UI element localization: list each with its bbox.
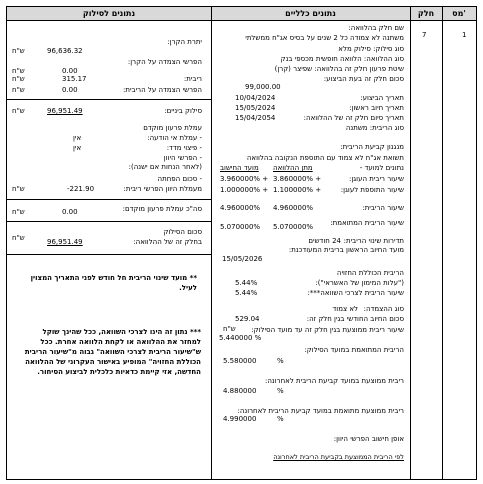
next-change-label: מועד החיוב הראשון בריבית המעודכנת: xyxy=(288,246,404,254)
row-part: 7 xyxy=(422,31,427,39)
separator xyxy=(7,254,211,255)
col-given-label: נתונים למועד - xyxy=(359,164,404,172)
monthly-value: 529.04 xyxy=(235,315,260,323)
interest-unit: ש"ח xyxy=(12,75,25,83)
part-amount-label: סכום חלק זה בעת הביצוע: xyxy=(323,75,404,83)
mechanism-note: תשואת אג"ח לא צמוד עם התוספת הנקובה בהלוואה xyxy=(246,154,404,162)
linkage-diff-label: הפרשי הצמדה על הקרן: xyxy=(127,58,202,66)
rate-given: 4.960000% xyxy=(273,204,314,212)
loan-name-label: שם חלק בהלוואה: xyxy=(348,24,404,32)
eff-rate-label: שיעור הריבית המתואמת: xyxy=(330,219,404,227)
final-unit: ש"ח xyxy=(12,234,25,242)
avg-rate-calc-value: 4.880000 xyxy=(223,387,257,395)
interest-link-label: הפרשי הצמדה על הריבית: xyxy=(123,86,202,94)
avg-rate-value: 5.44% xyxy=(235,279,258,287)
repay-method: שיטת פרעון חלק זה בהלוואה: שפיצר (קרן) xyxy=(274,65,404,73)
pct-sign: % xyxy=(277,387,284,395)
principal-value: 96,636.32 xyxy=(47,47,83,55)
discount-label: - הפרשי היוון xyxy=(163,154,202,162)
interest-label: ריבית: xyxy=(183,75,202,83)
freq-value: 24 חודשים xyxy=(308,237,341,245)
exec-date-label: תאריך הביצוע: xyxy=(360,94,404,102)
linkage-diff-value: 0.00 xyxy=(62,67,78,75)
no-notice-label: - עמלת אי הודעה: xyxy=(147,134,202,142)
discount-reduce-label: - סכום הפחתה xyxy=(157,175,202,183)
avg-adj-value: 4.990000 xyxy=(223,415,257,423)
eff-rate-calc: 5.070000% xyxy=(220,223,261,231)
separator xyxy=(7,199,211,200)
early-total-label: סה"כ עמלת פרעון מוקדם: xyxy=(122,205,202,213)
rate-at-value: 5.580000 xyxy=(223,357,257,365)
linkage-diff-unit: ש"ח xyxy=(12,67,25,75)
interest-value: 315.17 xyxy=(62,75,87,83)
avg-rate-label: הריבית הכוללת החזויה xyxy=(336,269,404,277)
anchor-rate-label: שיעור ריבית העוגן: xyxy=(349,175,404,183)
final-value: 96,951.49 xyxy=(47,238,83,246)
row-number: 1 xyxy=(462,31,467,39)
loan-type: סוג ההלוואה: הלוואה חופשית מכספי בנק xyxy=(280,55,404,63)
discount-reduce-sub: מעמלת היוון הפרשי ריבית: xyxy=(123,185,202,193)
pct-sign: % xyxy=(277,357,284,365)
interest-link-unit: ש"ח xyxy=(12,86,25,94)
note-comparison: *** נתון זה הינו לצרכי השוואה, ככל שהינך שוקל למחזר את ההלוואה או לקחת הלוואה אחרת. ככל ש"שיעור הריבית לצרכי השוואה" גבוה מ"שיעור הריבית הכוללת החזויה" המופיע באישור העקרוני של ההלוואה החדשה, אזי קיימת כדאיות כלכלית לביצוע הסיחור. xyxy=(24,328,201,376)
market-rate-value: 5.44% xyxy=(235,289,258,297)
end-date-label: תאריך סיום חלק זה של ההלוואה: xyxy=(303,114,404,122)
linkage-value: לא צמוד xyxy=(332,305,358,313)
principal-unit: ש"ח xyxy=(12,47,25,55)
market-rate-label: שיעור הריבית לצרכי השוואה***: xyxy=(307,289,404,297)
total-unit: ש"ח xyxy=(12,107,25,115)
first-charge-label: תאריך חיוב ראשון: xyxy=(349,104,404,112)
first-charge-value: 15/05/2024 xyxy=(235,104,276,112)
discount-reduce-value: -221.90 xyxy=(67,185,95,193)
monthly-label: סכום החיוב החודשי בגין חלק זה: xyxy=(306,315,404,323)
freq-label: תדירות שינוי הריבית: xyxy=(343,237,404,245)
interest-link-value: 0.00 xyxy=(62,86,78,94)
monthly-unit: ש"ח xyxy=(223,325,236,333)
next-change-value: 15/05/2026 xyxy=(222,255,263,263)
rate-type: סוג הריבית: משתנה xyxy=(345,124,404,132)
exec-date-value: 10/04/2024 xyxy=(235,94,276,102)
anchor-rate-calc: 3.960000% + xyxy=(220,175,269,183)
avg-until-label: שיעור ריבית ממוצעת בגין חלק זה עד מועד הסילוק: xyxy=(251,326,404,334)
early-total-unit: ש"ח xyxy=(12,208,25,216)
discount-reduce-unit: ש"ח xyxy=(12,185,25,193)
separator xyxy=(7,221,211,222)
avg-fee-value: אין xyxy=(73,144,82,152)
col-given-header: מתן ההלוואה xyxy=(273,164,313,172)
early-fee-label: עמלת פרעון מוקדם xyxy=(143,124,202,132)
eff-rate-given: 5.070000% xyxy=(273,223,314,231)
end-date-value: 15/04/2054 xyxy=(235,114,276,122)
col-divider xyxy=(211,7,212,479)
avg-fee-label: - פיצוי מדד: xyxy=(166,144,202,152)
rate-calc: 4.960000% xyxy=(220,204,261,212)
header-general: נתונים כלליים xyxy=(211,7,410,21)
loan-add-given: 1.100000% + xyxy=(273,186,322,194)
total-label: סילוק ביניים: xyxy=(164,107,202,115)
mechanism-label: מנגנון קביעת הריבית: xyxy=(340,143,404,151)
note-interest-change: ** מועד שינוי הריבית חל חודש לפני התאריך המצוין לעיל. xyxy=(30,274,197,292)
final-label: סכום הסילוק xyxy=(163,228,202,236)
col-calc-header: מועד החישוב xyxy=(220,164,259,172)
loan-add-label: שיעור התוספת לעוגן: xyxy=(340,186,404,194)
pct-sign: % xyxy=(277,415,284,423)
loan-name-value: משתנה לא צמודה כל 2 שנים על בסיס אג"ח ממשלתי xyxy=(245,34,404,42)
discount-sub: (לאחר הנחות אם ישנה): xyxy=(128,163,202,171)
rate-label: שיעור הריבית: xyxy=(362,204,404,212)
part-amount-value: 99,000.00 xyxy=(245,83,281,91)
final-sub: בחלק זה של ההלוואה: xyxy=(133,238,202,246)
header-num: מס' xyxy=(442,7,476,21)
avg-rate-sub: ("עלות המימון של האשראי"): xyxy=(315,279,404,287)
separator xyxy=(7,99,211,100)
compute-method-label: אופן חישוב הפרשי היוון: xyxy=(333,435,404,443)
repay-type: סוג סילוק: סילוק מלא xyxy=(338,45,404,53)
total-value: 96,951.49 xyxy=(47,107,83,115)
early-total-value: 0.00 xyxy=(62,208,78,216)
rate-at-label: הריבית המתואמת במועד הסילוק: xyxy=(304,346,404,354)
header-repay: נתונים לסילוק xyxy=(7,7,211,21)
avg-rate-calc-label: ריבית ממוצעת במועד קביעת הריבית לאחרונה: xyxy=(264,377,404,385)
loan-table xyxy=(6,6,477,480)
loan-add-calc: 1.000000% + xyxy=(220,186,269,194)
col-divider xyxy=(410,7,411,479)
principal-label: יתרת הקרן: xyxy=(167,38,202,46)
avg-adj-label: ריבית ממוצעת מתואמת במועד קביעת הריבית לאחרונה: xyxy=(237,407,404,415)
compute-method-value: לפי הריבית הממוצעת בקביעת הריבית לאחרונה xyxy=(273,453,404,461)
avg-until-value: 5.440000 % xyxy=(219,334,262,342)
anchor-rate-given: 3.860000% + xyxy=(273,175,322,183)
col-divider xyxy=(442,7,443,479)
header-part: חלק xyxy=(410,7,442,21)
linkage-label: סוג ההצמדה: xyxy=(363,305,404,313)
no-notice-value: אין xyxy=(73,134,82,142)
